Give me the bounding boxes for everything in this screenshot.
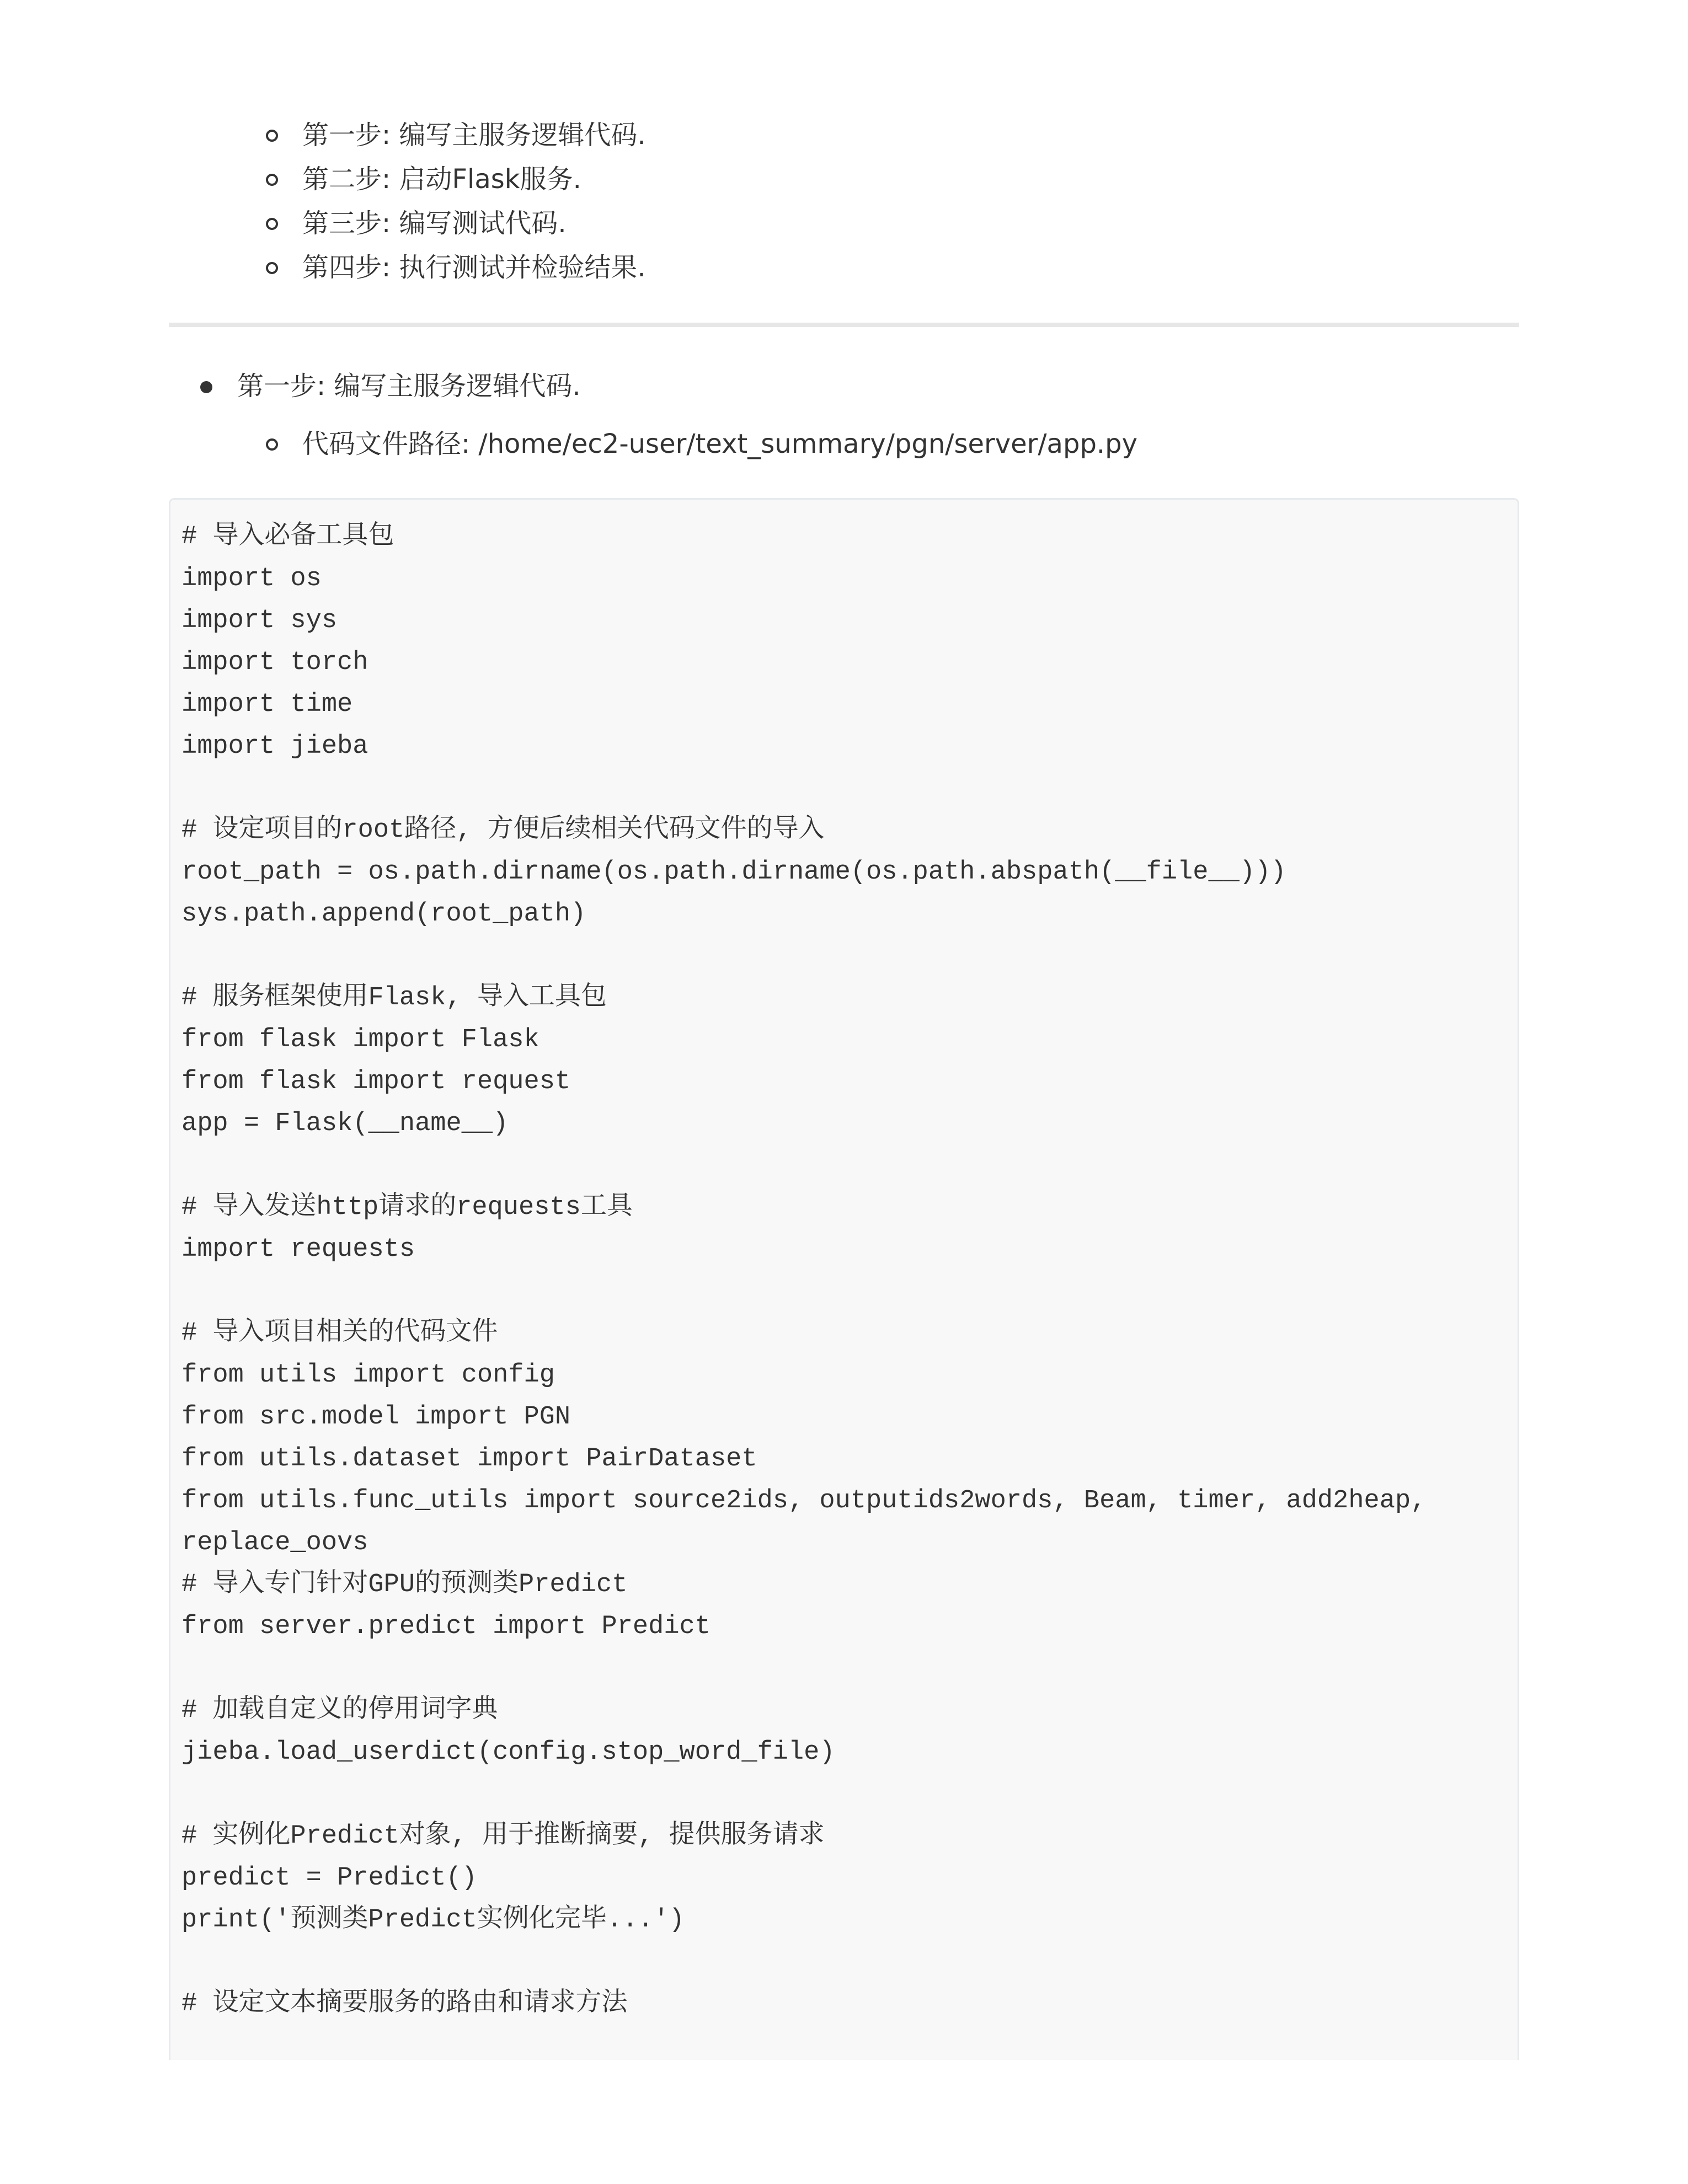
hollow-bullet-icon	[266, 174, 278, 186]
code-line	[181, 1145, 1507, 1187]
hollow-bullet-icon	[266, 262, 278, 274]
code-line	[181, 935, 1507, 977]
code-line	[181, 1271, 1507, 1313]
section-sub-list	[169, 422, 1519, 466]
code-line: import jieba	[181, 732, 368, 761]
hollow-bullet-icon	[266, 438, 278, 451]
code-line: app = Flask(__name__)	[181, 1109, 509, 1138]
overview-step-label: 第三步: 编写测试代码.	[302, 208, 567, 239]
overview-step-label: 第二步: 启动Flask服务.	[302, 164, 581, 195]
code-line: jieba.load_userdict(config.stop_word_file)	[181, 1738, 835, 1767]
code-line: from flask import Flask	[181, 1025, 539, 1054]
code-line: predict = Predict()	[181, 1864, 477, 1893]
horizontal-divider	[169, 323, 1519, 327]
section-item	[169, 364, 1519, 408]
overview-step-item	[169, 113, 1519, 157]
code-line: # 导入项目相关的代码文件	[181, 1319, 498, 1348]
code-line: # 服务框架使用Flask, 导入工具包	[181, 983, 607, 1013]
code-line	[181, 768, 1507, 810]
code-line: from flask import request	[181, 1067, 571, 1096]
code-line: # 导入专门针对GPU的预测类Predict	[181, 1570, 628, 1599]
section-sub-item	[169, 422, 1519, 466]
overview-step-item	[169, 157, 1519, 201]
section-sub-container	[169, 422, 1519, 466]
code-line: # 导入必备工具包	[181, 522, 394, 552]
code-line: from utils.dataset import PairDataset	[181, 1444, 757, 1474]
code-line: import time	[181, 690, 353, 719]
overview-step-label: 第四步: 执行测试并检验结果.	[302, 252, 646, 283]
code-line: from utils.func_utils import source2ids, outputids2words, Beam, timer, add2heap, replace_oovs	[181, 1486, 1442, 1557]
code-content[interactable]	[181, 516, 1507, 2025]
code-line: import requests	[181, 1235, 415, 1264]
section-list	[169, 364, 1519, 466]
hollow-bullet-icon	[266, 218, 278, 230]
code-line	[181, 1774, 1507, 1816]
overview-step-label: 第一步: 编写主服务逻辑代码.	[302, 120, 646, 151]
overview-step-item	[169, 245, 1519, 290]
code-line: print('预测类Predict实例化完毕...')	[181, 1905, 685, 1935]
code-line: sys.path.append(root_path)	[181, 900, 586, 929]
code-line: root_path = os.path.dirname(os.path.dirname(os.path.abspath(__file__)))	[181, 858, 1286, 887]
hollow-bullet-icon	[266, 130, 278, 142]
code-line: from utils import config	[181, 1361, 555, 1390]
code-line: # 设定文本摘要服务的路由和请求方法	[181, 1989, 628, 2019]
overview-steps-list	[169, 113, 1519, 290]
filled-bullet-icon	[200, 381, 212, 393]
section-title: 第一步: 编写主服务逻辑代码.	[237, 371, 581, 402]
overview-step-item	[169, 201, 1519, 245]
code-line: # 导入发送http请求的requests工具	[181, 1193, 633, 1222]
code-line: import sys	[181, 606, 338, 635]
code-line: import torch	[181, 648, 368, 677]
code-line: # 加载自定义的停用词字典	[181, 1696, 498, 1725]
code-line: from server.predict import Predict	[181, 1612, 711, 1641]
code-line	[181, 1941, 1507, 1983]
code-line	[181, 1648, 1507, 1690]
code-line: # 设定项目的root路径, 方便后续相关代码文件的导入	[181, 816, 825, 845]
file-path-label: 代码文件路径: /home/ec2-user/text_summary/pgn/server/app.py	[302, 429, 1138, 459]
code-line: from src.model import PGN	[181, 1403, 571, 1432]
code-line: import os	[181, 564, 322, 593]
code-block[interactable]	[169, 498, 1519, 2060]
code-line: # 实例化Predict对象, 用于推断摘要, 提供服务请求	[181, 1822, 825, 1851]
